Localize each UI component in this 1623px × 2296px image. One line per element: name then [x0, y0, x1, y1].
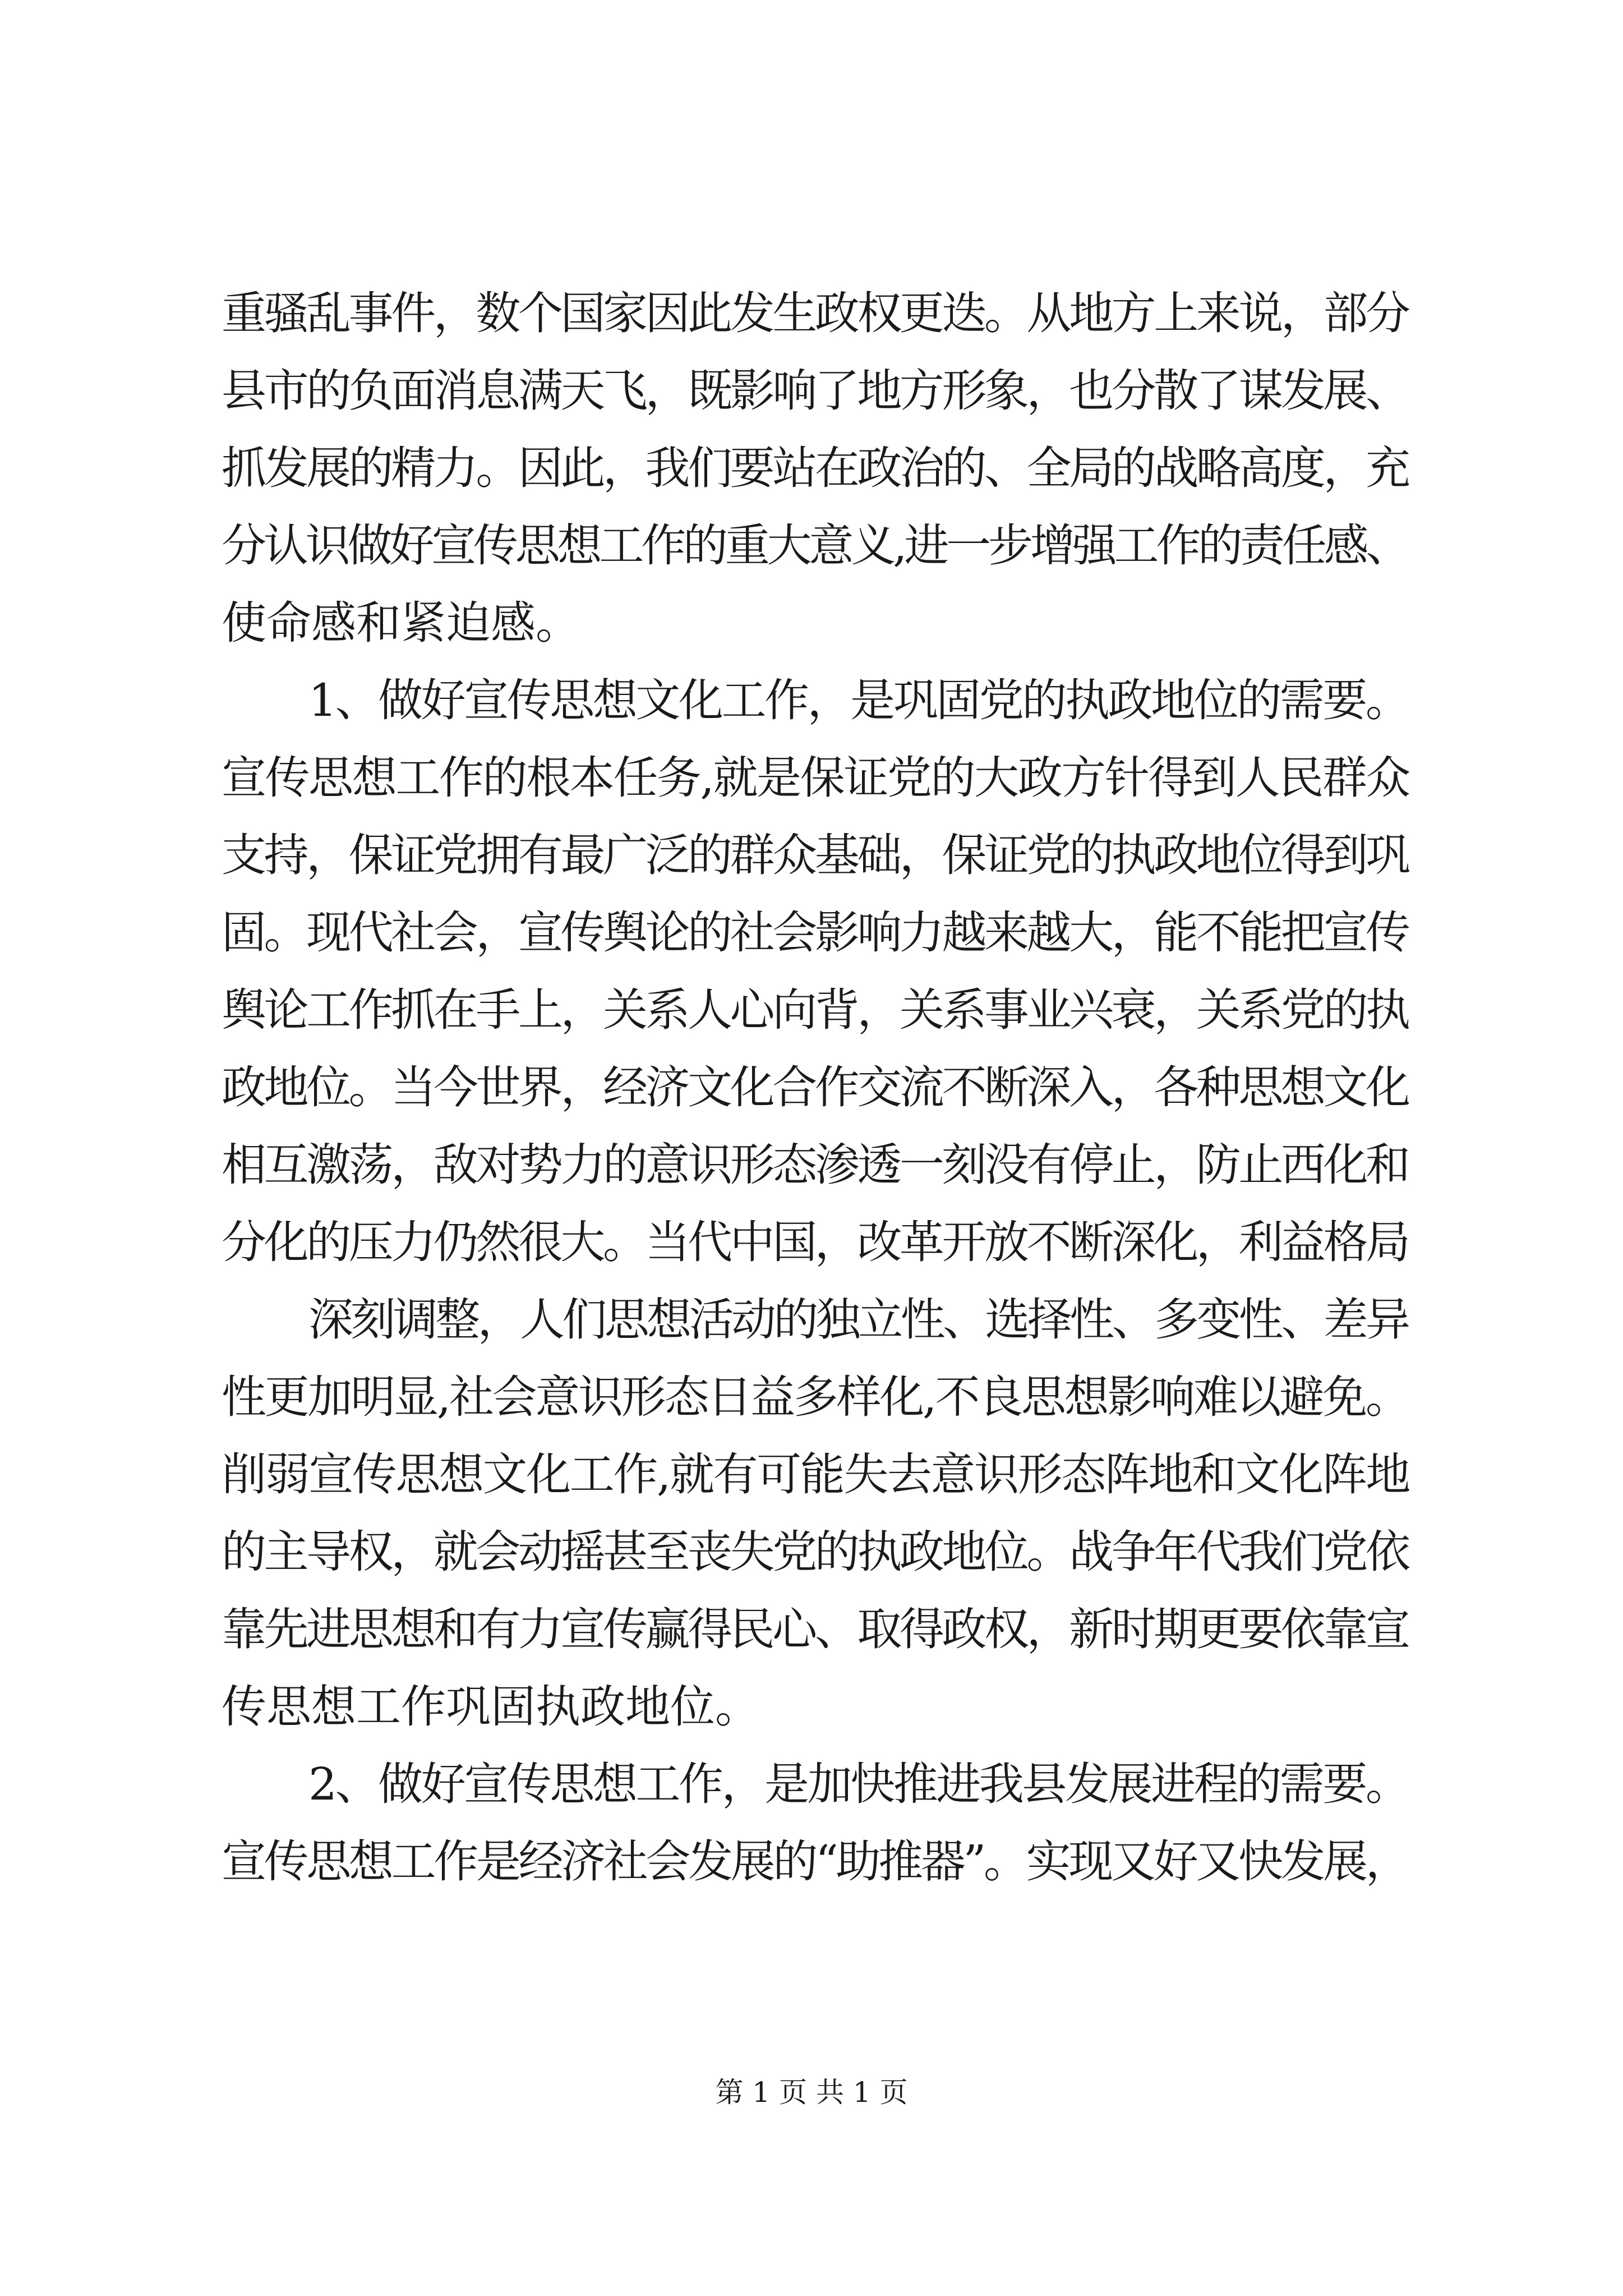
page-footer: 第 1 页 共 1 页: [715, 2076, 908, 2109]
text-line: 县市的负面消息满天飞，既影响了地方形象，也分散了谋发展、: [222, 365, 1408, 417]
document-body: [222, 275, 1410, 1901]
text-line: 宣传思想工作是经济社会发展的“助推器”。实现又好又快发展，: [222, 1835, 1408, 1888]
text-line: 重骚乱事件，数个国家因此发生政权更迭。从地方上来说，部分: [222, 287, 1408, 339]
text-line: 性更加明显,社会意识形态日益多样化,不良思想影响难以避免。: [222, 1371, 1409, 1423]
text-line: 政地位。当今世界，经济文化合作交流不断深入，各种思想文化: [222, 1061, 1408, 1114]
text-line: 2、做好宣传思想工作，是加快推进我县发展进程的需要。: [308, 1758, 1409, 1810]
text-line: 抓发展的精力。因此，我们要站在政治的、全局的战略高度，充: [222, 442, 1408, 494]
text-line: 深刻调整，人们思想活动的独立性、选择性、多变性、差异: [308, 1294, 1408, 1346]
text-line: 1、做好宣传思想文化工作，是巩固党的执政地位的需要。: [308, 674, 1409, 726]
text-line: 削弱宣传思想文化工作,就有可能失去意识形态阵地和文化阵地: [222, 1448, 1410, 1501]
text-line: 传思想工作巩固执政地位。: [222, 1681, 760, 1733]
text-line: 使命感和紧迫感。: [222, 597, 580, 649]
text-line: 靠先进思想和有力宣传赢得民心、取得政权，新时期更要依靠宣: [222, 1603, 1408, 1655]
text-line: 的主导权，就会动摇甚至丧失党的执政地位。战争年代我们党依: [222, 1526, 1408, 1578]
text-line: 支持，保证党拥有最广泛的群众基础，保证党的执政地位得到巩: [222, 829, 1408, 881]
text-line: 舆论工作抓在手上，关系人心向背，关系事业兴衰，关系党的执: [222, 984, 1408, 1036]
text-line: 分化的压力仍然很大。当代中国，改革开放不断深化，利益格局: [222, 1216, 1408, 1268]
text-line: 固。现代社会，宣传舆论的社会影响力越来越大，能不能把宣传: [222, 907, 1408, 959]
text-line: 分认识做好宣传思想工作的重大意义,进一步增强工作的责任感、: [222, 519, 1408, 572]
text-line: 宣传思想工作的根本任务,就是保证党的大政方针得到人民群众: [222, 752, 1410, 804]
text-line: 相互激荡，敌对势力的意识形态渗透一刻没有停止，防止西化和: [222, 1139, 1408, 1191]
